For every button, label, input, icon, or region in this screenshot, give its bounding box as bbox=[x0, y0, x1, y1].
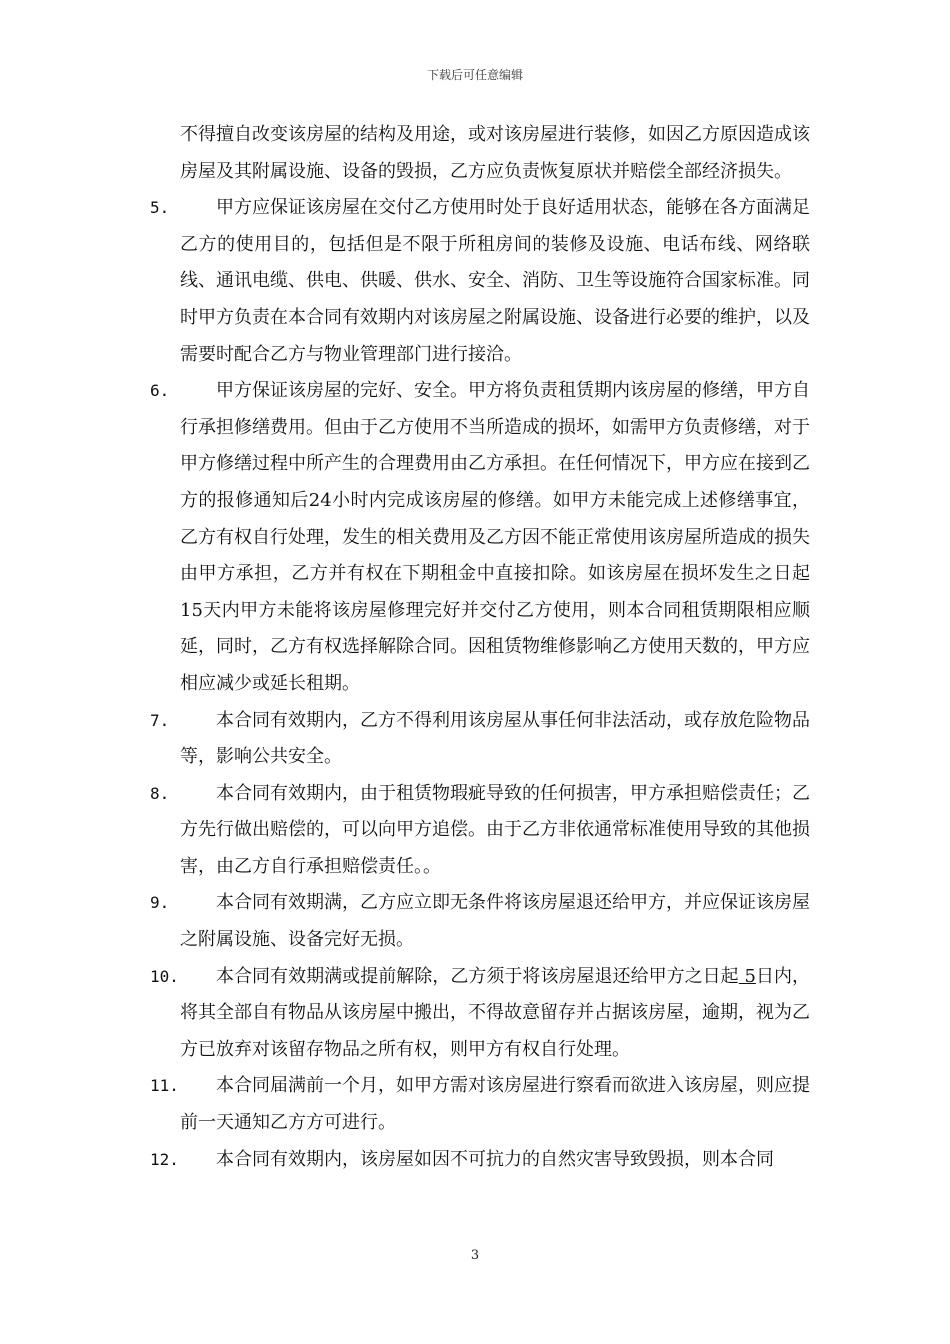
clause-number: 11. bbox=[150, 1076, 179, 1096]
clause-text: 本合同有效期内，乙方不得利用该房屋从事任何非法活动，或存放危险物品等，影响公共安全。 bbox=[180, 709, 810, 768]
clause-7 bbox=[150, 703, 810, 776]
clause-number: 5. bbox=[150, 198, 170, 218]
page-number: 3 bbox=[470, 1248, 480, 1263]
page-header: 下载后可任意编辑 bbox=[426, 68, 523, 82]
clause-10 bbox=[150, 959, 810, 1069]
clause-8 bbox=[150, 776, 810, 886]
clause-number: 12. bbox=[150, 1149, 179, 1169]
continuation-paragraph: 不得擅自改变该房屋的结构及用途，或对该房屋进行装修，如因乙方原因造成该房屋及其附属设施、设备的毁损，乙方应负责恢复原状并赔偿全部经济损失。 bbox=[180, 124, 810, 182]
document-body bbox=[150, 117, 810, 1178]
clause-12 bbox=[150, 1142, 810, 1179]
clause-6 bbox=[150, 373, 810, 702]
clause-number: 9. bbox=[150, 893, 170, 913]
clause-text: 本合同届满前一个月，如甲方需对该房屋进行察看而欲进入该房屋，则应提前一天通知乙方方可进行。 bbox=[180, 1075, 810, 1134]
clause-11 bbox=[150, 1068, 810, 1141]
clause-text: 本合同有效期内，该房屋如因不可抗力的自然灾害导致毁损，则本合同 bbox=[216, 1148, 774, 1170]
clause-text: 本合同有效期内，由于租赁物瑕疵导致的任何损害，甲方承担赔偿责任；乙方先行做出赔偿的，可以向甲方追偿。由于乙方非依通常标准使用导致的其他损害，由乙方自行承担赔偿责任。。 bbox=[180, 782, 810, 877]
days-blank-field: 5 bbox=[738, 965, 756, 987]
clause-5 bbox=[150, 190, 810, 373]
clause-number: 7. bbox=[150, 710, 170, 730]
clause-text-before: 本合同有效期满或提前解除，乙方须于将该房屋退还给甲方之日起 bbox=[216, 965, 739, 987]
clause-text: 甲方保证该房屋的完好、安全。甲方将负责租赁期内该房屋的修缮，甲方自行承担修缮费用。但由于乙方使用不当所造成的损坏，如需甲方负责修缮，对于甲方修缮过程中所产生的合理费用由乙方承担。在任何情况下，甲方应在接到乙方的报修通知后24小时内完成该房屋的修缮。如甲方未能完成上述修缮事宜，乙方有权自行处理，发生的相关费用及乙方因不能正常使用该房屋所造成的损失由甲方承担，乙方并有权在下期租金中直接扣除。如该房屋在损坏发生之日起15天内甲方未能将该房屋修理完好并交付乙方使用，则本合同租赁期限相应顺延，同时，乙方有权选择解除合同。因租赁物维修影响乙方使用天数的，甲方应相应减少或延长租期。 bbox=[180, 380, 810, 694]
clause-9 bbox=[150, 885, 810, 958]
clause-number: 6. bbox=[150, 381, 170, 401]
clause-text-after: 日内，将其全部自有物品从该房屋中搬出，不得故意留存并占据该房屋，逾期，视为乙方已放弃对该留存物品之所有权，则甲方有权自行处理。 bbox=[180, 965, 810, 1060]
clause-number: 8. bbox=[150, 783, 170, 803]
clause-number: 10. bbox=[150, 966, 179, 986]
clause-text: 甲方应保证该房屋在交付乙方使用时处于良好适用状态，能够在各方面满足乙方的使用目的，包括但是不限于所租房间的装修及设施、电话布线、网络联线、通讯电缆、供电、供暖、供水、安全、消防、卫生等设施符合国家标准。同时甲方负责在本合同有效期内对该房屋之附属设施、设备进行必要的维护，以及需要时配合乙方与物业管理部门进行接洽。 bbox=[180, 197, 810, 365]
clause-text: 本合同有效期满，乙方应立即无条件将该房屋退还给甲方，并应保证该房屋之附属设施、设备完好无损。 bbox=[180, 892, 810, 951]
